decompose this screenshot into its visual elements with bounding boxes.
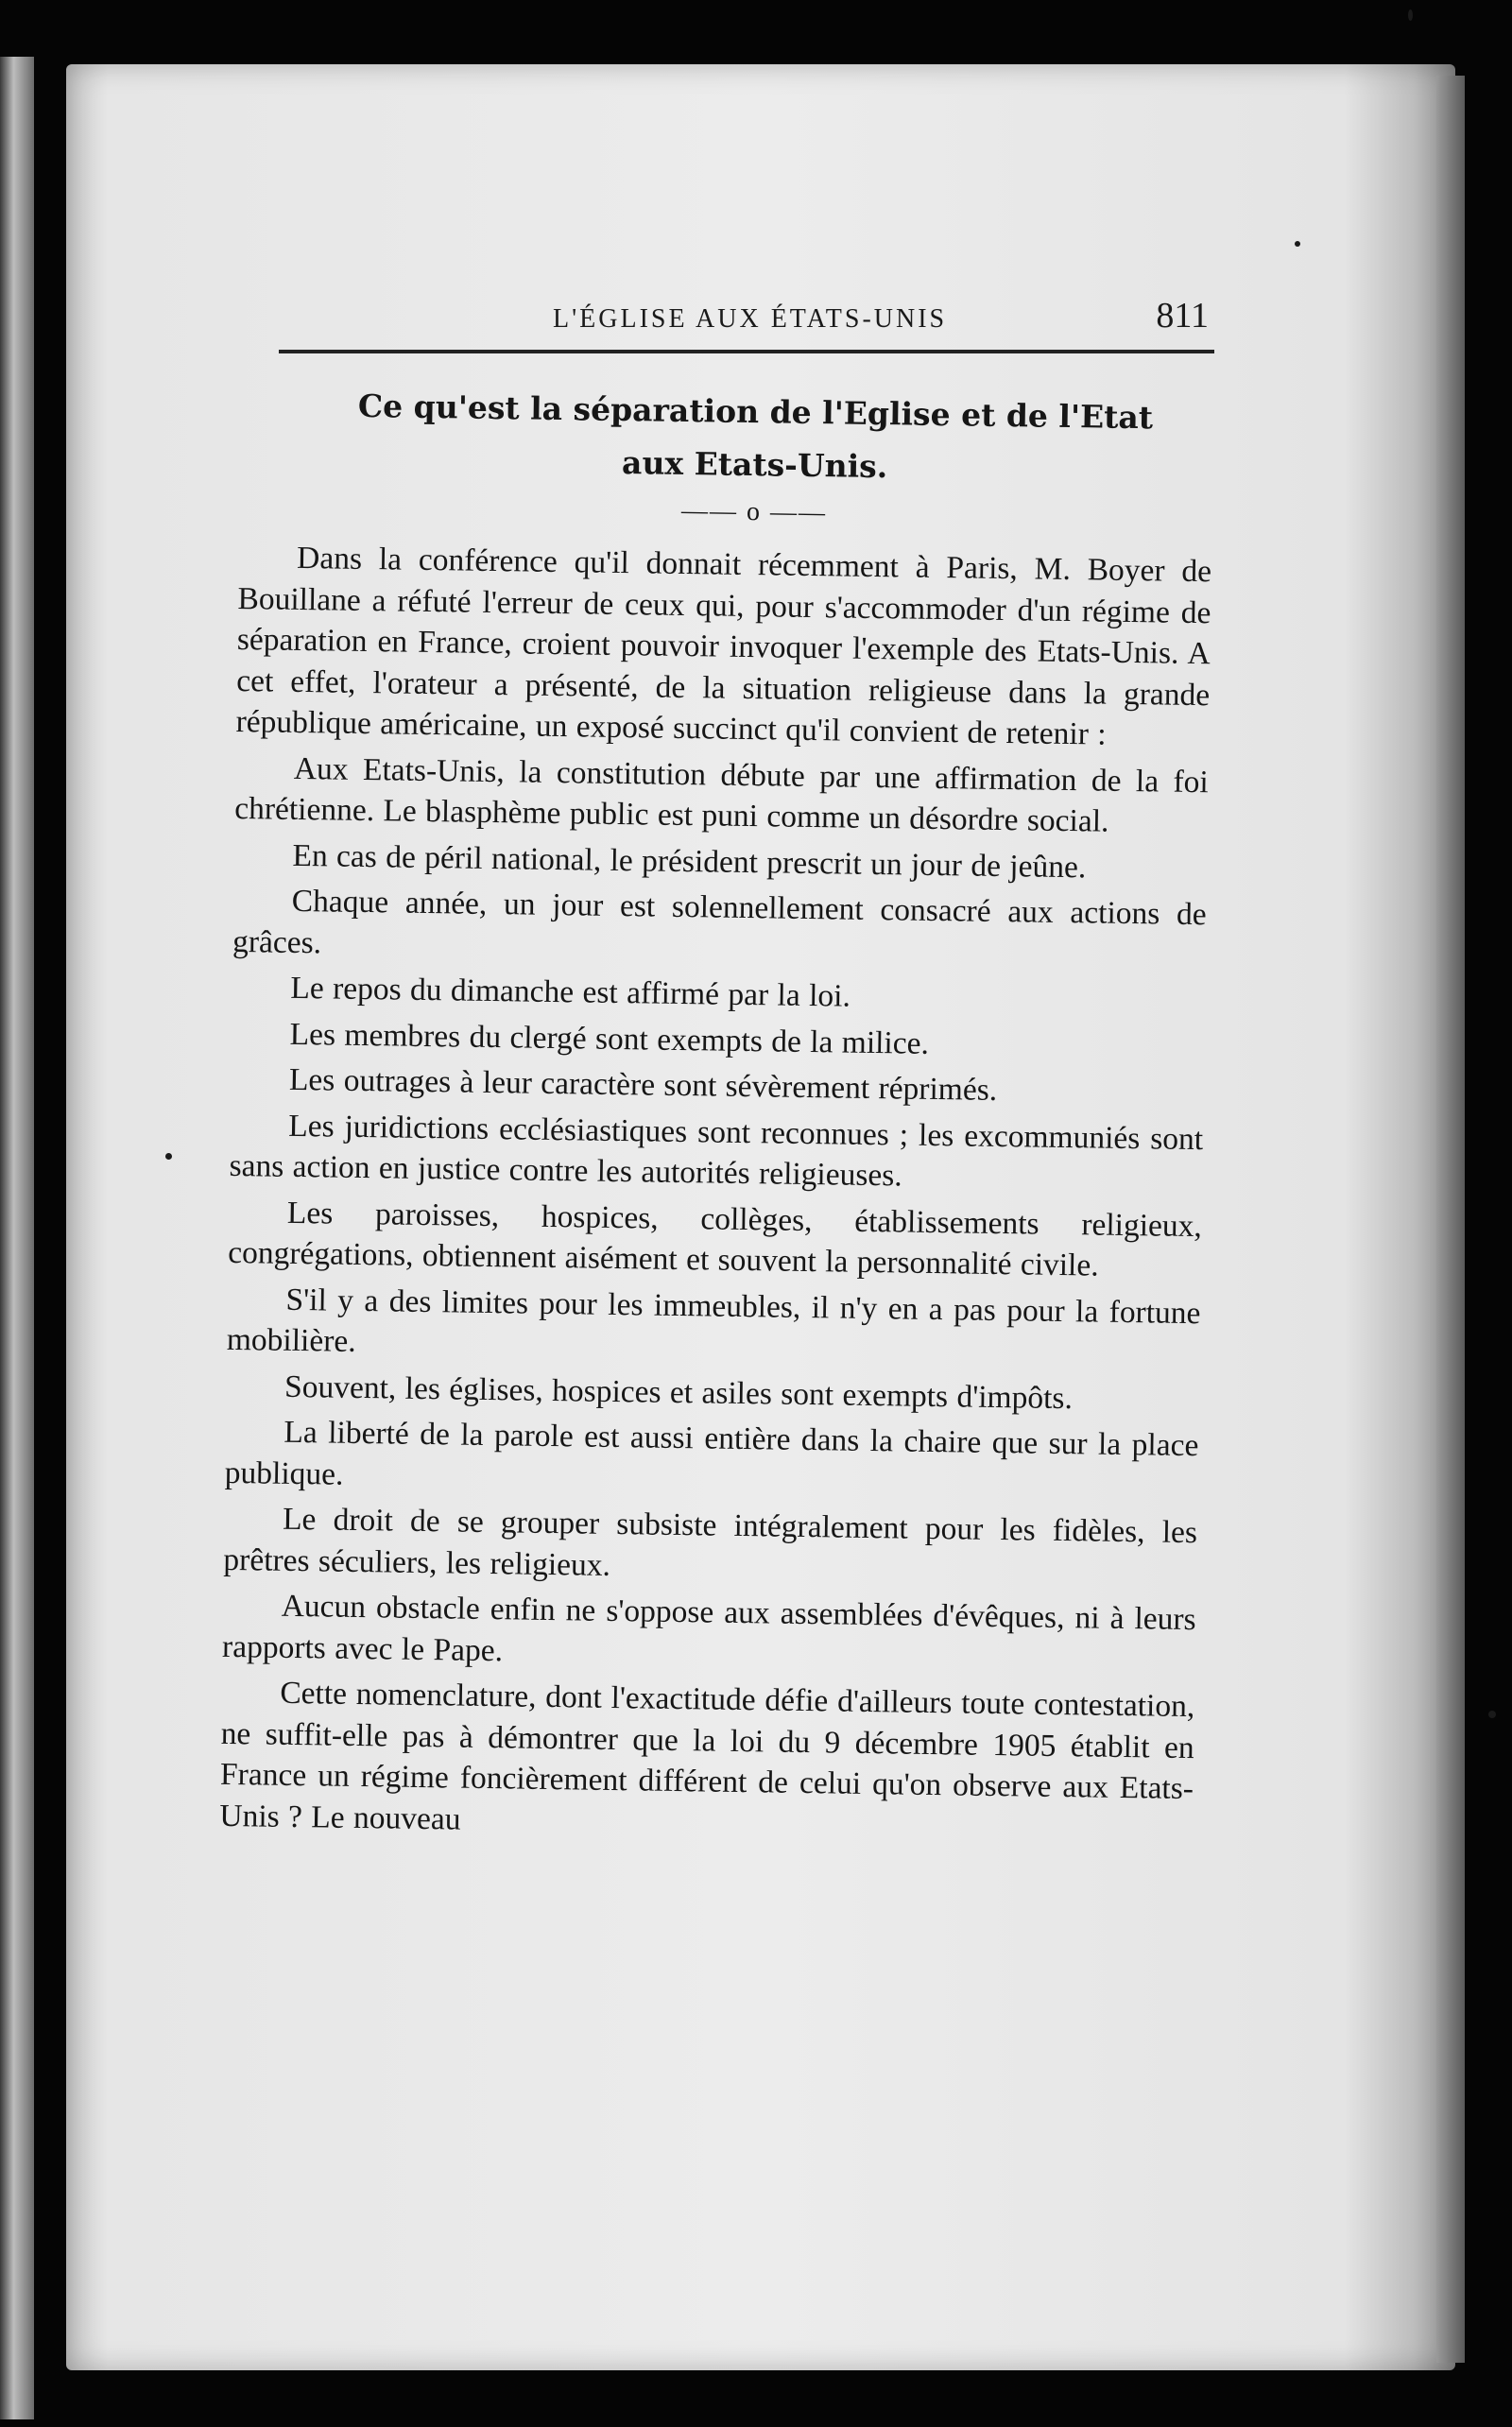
- running-head-title: L'ÉGLISE AUX ÉTATS-UNIS: [553, 304, 948, 334]
- paragraph: Les outrages à leur caractère sont sévèrement réprimés.: [288, 1061, 998, 1108]
- page-edge-shadow: [1436, 76, 1465, 2363]
- paragraph: Souvent, les églises, hospices et asiles sont exempts d'impôts.: [284, 1368, 1074, 1416]
- scan-speck: [1488, 1711, 1496, 1718]
- paragraph: En cas de péril national, le président prescrit un jour de jeûne.: [292, 837, 1087, 885]
- paragraph: Aux Etats-Unis, la constitution débute par une affirmation de la foi chrétienne. Le blasphème public est puni comme un désordre social.: [233, 750, 1210, 839]
- paragraph: La liberté de la parole est aussi entière dans la chaire que sur la place publique.: [224, 1414, 1199, 1492]
- article-title-line-2: aux Etats-Unis.: [621, 443, 888, 486]
- scan-speck: [165, 1153, 172, 1160]
- scan-speck: [1295, 241, 1300, 247]
- paragraph: Cette nomenclature, dont l'exactitude défie d'ailleurs toute contestation, ne suffit-elle pas à démontrer que la loi du 9 décembre 1905 établit en France un régime foncièrement différent de celui qu'on observe aux Etats-Unis ? Le nouveau: [219, 1675, 1195, 1837]
- paragraph: S'il y a des limites pour les immeubles, il n'y en a pas pour la fortune mobilière.: [226, 1282, 1201, 1359]
- paragraph: Les paroisses, hospices, collèges, établissements religieux, congrégations, obtiennent aisément et souvent la personnalité civile.: [227, 1195, 1203, 1283]
- article-title-line-1: Ce qu'est la séparation de l'Eglise et de l'Etat: [357, 387, 1154, 437]
- paragraph: Les juridictions ecclésiastiques sont reconnues ; les excommuniés sont sans action en justice contre les autorités religieuses.: [229, 1108, 1204, 1194]
- paragraph: Les membres du clergé sont exempts de la milice.: [289, 1016, 930, 1061]
- page-number: 811: [1156, 296, 1209, 336]
- article: [219, 378, 1214, 1855]
- section-ornament: —— o ——: [680, 495, 828, 528]
- adjacent-page-edge: [0, 57, 34, 2419]
- paragraph: Chaque année, un jour est solennellement consacré aux actions de grâces.: [232, 883, 1207, 960]
- article-title: [296, 379, 1214, 498]
- scan-speck: [1408, 9, 1413, 21]
- paragraph: Le droit de se grouper subsiste intégralement pour les fidèles, les prêtres séculiers, les religieux.: [223, 1501, 1198, 1583]
- paragraph: Le repos du dimanche est affirmé par la loi.: [290, 970, 851, 1014]
- running-header: [279, 284, 1214, 353]
- paragraph: Dans la conférence qu'il donnait récemment à Paris, M. Boyer de Bouillane a réfuté l'erreur de ceux qui, pour s'accommoder d'un régime de séparation en France, croient pouvoir invoquer l'exemple des Etats-Unis. A cet effet, l'orateur a présenté, de la situation religieuse dans la grande république américaine, un exposé succinct qu'il convient de retenir :: [235, 540, 1212, 752]
- paragraph: Aucun obstacle enfin ne s'oppose aux assemblées d'évêques, ni à leurs rapports avec le Pape.: [221, 1588, 1196, 1668]
